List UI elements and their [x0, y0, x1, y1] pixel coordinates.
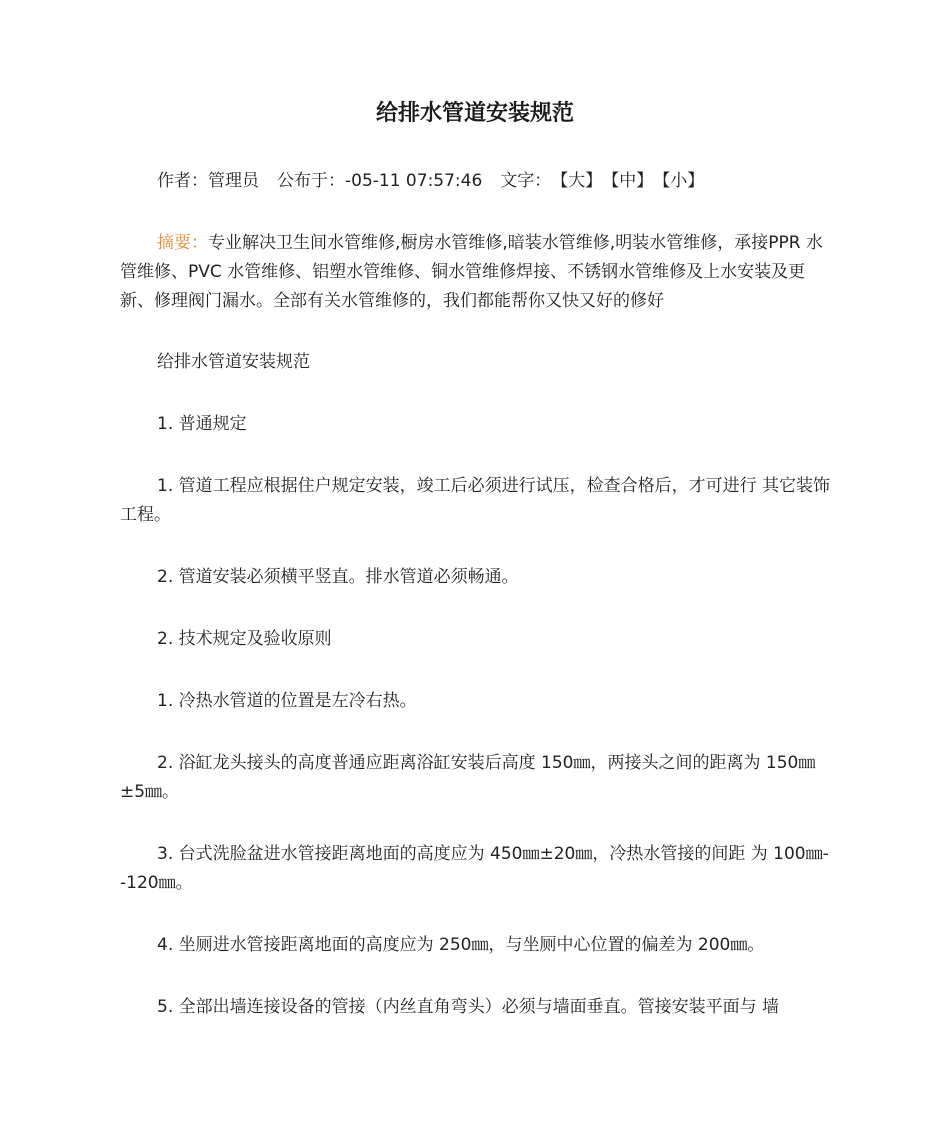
- published-date: -05-11 07:57:46: [345, 171, 483, 191]
- summary-text: 专业解决卫生间水管维修,橱房水管维修,暗装水管维修,明装水管维修，承接PPR 水管维修、PVC 水管维修、铝塑水管维修、铜水管维修焊接、不锈钢水管维修及上水安装及更新、修理阀门漏水。全部有关水管维修的，我们都能帮你又快又好的修好: [120, 233, 823, 311]
- font-size-label: 文字：: [500, 171, 552, 191]
- font-size-medium-link[interactable]: 【中】: [602, 171, 654, 191]
- paragraph: 1. 管道工程应根据住户规定安装，竣工后必须进行试压，检查合格后，才可进行 其它装饰工程。: [120, 476, 831, 525]
- paragraph: 1. 冷热水管道的位置是左冷右热。: [157, 691, 417, 711]
- font-size-large-link[interactable]: 【大】: [551, 171, 603, 191]
- article-title: 给排水管道安装规范: [375, 101, 574, 126]
- paragraph: 3. 台式洗脸盆进水管接距离地面的高度应为 450㎜±20㎜，冷热水管接的间距 为 100㎜--120㎜。: [120, 844, 829, 893]
- section-heading: 1. 普通规定: [157, 414, 247, 434]
- paragraph: 5. 全部出墙连接设备的管接（内丝直角弯头）必须与墙面垂直。管接安装平面与 墙: [157, 997, 780, 1017]
- section-heading: 2. 技术规定及验收原则: [157, 629, 332, 649]
- summary-label: 摘要：: [157, 233, 208, 253]
- paragraph: 2. 管道安装必须横平竖直。排水管道必须畅通。: [157, 567, 519, 587]
- article-summary: [120, 229, 836, 316]
- font-size-small-link[interactable]: 【小】: [653, 171, 705, 191]
- paragraph: 给排水管道安装规范: [157, 352, 310, 372]
- author-name: 管理员: [208, 171, 259, 191]
- author-label: 作者：: [157, 171, 208, 191]
- paragraph: 4. 坐厕进水管接距离地面的高度应为 250㎜，与坐厕中心位置的偏差为 200㎜。: [157, 935, 765, 955]
- paragraph: 2. 浴缸龙头接头的高度普通应距离浴缸安装后高度 150㎜，两接头之间的距离为 150㎜±5㎜。: [120, 753, 816, 802]
- published-label: 公布于：: [277, 171, 345, 191]
- article-meta: [157, 168, 704, 194]
